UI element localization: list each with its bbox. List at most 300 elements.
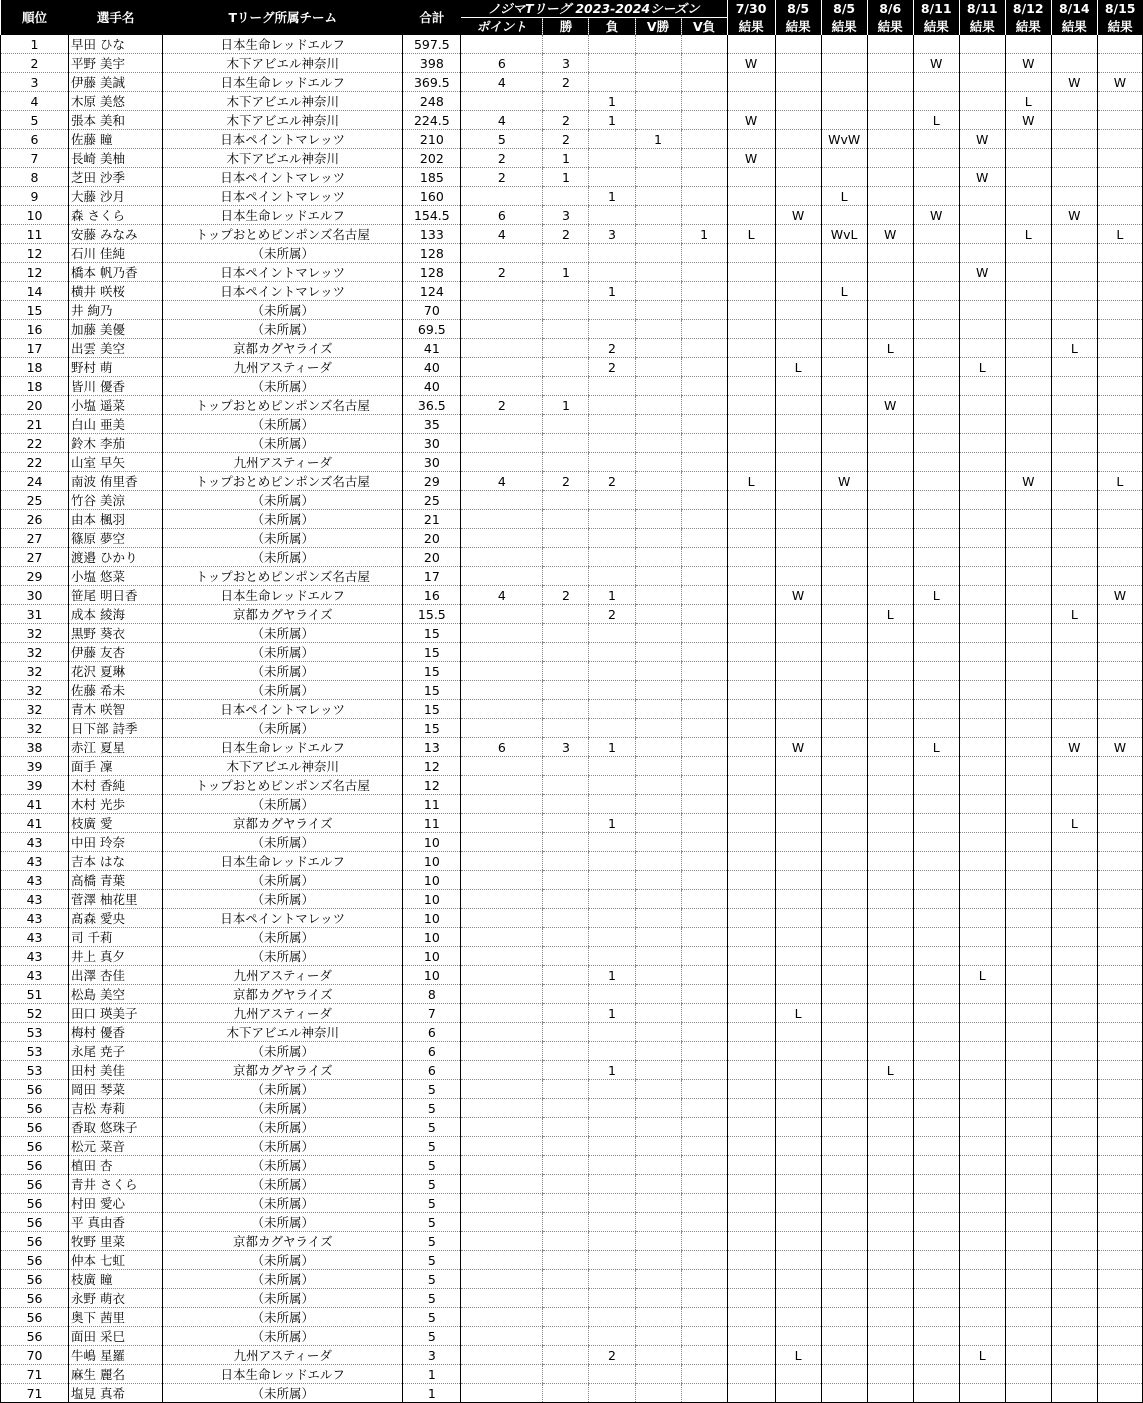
cell-v-losses xyxy=(681,301,727,320)
cell-total: 5 xyxy=(403,1137,461,1156)
cell-rank: 43 xyxy=(1,852,69,871)
cell-result xyxy=(775,54,821,73)
cell-v-wins xyxy=(635,966,681,985)
cell-result xyxy=(913,548,959,567)
cell-player-name: 大藤 沙月 xyxy=(69,187,163,206)
cell-result xyxy=(727,624,775,643)
table-row xyxy=(1,1137,1143,1156)
cell-result xyxy=(1097,1384,1142,1403)
cell-result xyxy=(913,681,959,700)
cell-result: L xyxy=(775,1346,821,1365)
cell-v-wins xyxy=(635,1004,681,1023)
cell-total: 369.5 xyxy=(403,73,461,92)
cell-team: （未所属） xyxy=(163,1137,403,1156)
cell-wins xyxy=(543,757,589,776)
cell-result xyxy=(1051,434,1097,453)
cell-result xyxy=(775,1270,821,1289)
cell-v-losses xyxy=(681,1042,727,1061)
cell-result xyxy=(867,548,913,567)
cell-team: （未所属） xyxy=(163,871,403,890)
cell-result xyxy=(775,776,821,795)
cell-result: L xyxy=(913,586,959,605)
cell-result xyxy=(1005,168,1051,187)
cell-losses xyxy=(589,1080,635,1099)
cell-losses xyxy=(589,1175,635,1194)
cell-result xyxy=(867,1384,913,1403)
cell-result xyxy=(727,301,775,320)
cell-losses xyxy=(589,1194,635,1213)
cell-rank: 24 xyxy=(1,472,69,491)
cell-result xyxy=(1051,244,1097,263)
cell-v-losses xyxy=(681,643,727,662)
cell-result xyxy=(959,377,1005,396)
cell-result xyxy=(1051,643,1097,662)
cell-player-name: 村田 愛心 xyxy=(69,1194,163,1213)
cell-result xyxy=(1005,1042,1051,1061)
cell-v-wins xyxy=(635,605,681,624)
cell-result xyxy=(913,1156,959,1175)
cell-result xyxy=(775,871,821,890)
cell-result xyxy=(821,1004,867,1023)
cell-result xyxy=(867,1213,913,1232)
cell-total: 5 xyxy=(403,1156,461,1175)
cell-v-wins xyxy=(635,339,681,358)
cell-result xyxy=(1005,1156,1051,1175)
cell-result xyxy=(775,1251,821,1270)
cell-result xyxy=(867,111,913,130)
cell-result xyxy=(867,738,913,757)
cell-wins xyxy=(543,662,589,681)
cell-result xyxy=(1051,1194,1097,1213)
cell-result xyxy=(1051,719,1097,738)
cell-player-name: 枝廣 瞳 xyxy=(69,1270,163,1289)
cell-player-name: 長崎 美柚 xyxy=(69,149,163,168)
cell-result xyxy=(727,947,775,966)
cell-points xyxy=(461,1346,543,1365)
cell-v-wins xyxy=(635,700,681,719)
cell-result xyxy=(821,1232,867,1251)
cell-losses xyxy=(589,1327,635,1346)
cell-losses xyxy=(589,206,635,225)
cell-player-name: 小塩 遥菜 xyxy=(69,396,163,415)
cell-result xyxy=(1005,263,1051,282)
cell-result xyxy=(959,700,1005,719)
cell-rank: 70 xyxy=(1,1346,69,1365)
cell-result xyxy=(821,491,867,510)
cell-v-wins xyxy=(635,92,681,111)
cell-rank: 6 xyxy=(1,130,69,149)
cell-result xyxy=(913,529,959,548)
cell-result xyxy=(1005,529,1051,548)
cell-losses xyxy=(589,1289,635,1308)
cell-losses: 1 xyxy=(589,738,635,757)
cell-result xyxy=(1051,700,1097,719)
cell-result xyxy=(775,1042,821,1061)
cell-team: 京都カグヤライズ xyxy=(163,605,403,624)
cell-result: W xyxy=(1051,206,1097,225)
cell-v-losses xyxy=(681,1251,727,1270)
cell-result xyxy=(727,719,775,738)
cell-result xyxy=(1051,795,1097,814)
cell-v-wins xyxy=(635,225,681,244)
cell-points xyxy=(461,1099,543,1118)
cell-losses xyxy=(589,320,635,339)
cell-result xyxy=(1097,662,1142,681)
cell-total: 10 xyxy=(403,966,461,985)
cell-result xyxy=(867,282,913,301)
cell-result xyxy=(821,1346,867,1365)
cell-points xyxy=(461,358,543,377)
cell-team: 日本ペイントマレッツ xyxy=(163,909,403,928)
cell-result xyxy=(727,1365,775,1384)
cell-wins xyxy=(543,339,589,358)
cell-v-wins xyxy=(635,833,681,852)
cell-result xyxy=(775,434,821,453)
cell-v-wins xyxy=(635,1175,681,1194)
cell-wins: 2 xyxy=(543,586,589,605)
cell-result xyxy=(913,358,959,377)
cell-result xyxy=(1005,833,1051,852)
cell-result: L xyxy=(1097,472,1142,491)
table-row xyxy=(1,168,1143,187)
cell-v-losses xyxy=(681,700,727,719)
cell-player-name: 張本 美和 xyxy=(69,111,163,130)
cell-player-name: 出雲 美空 xyxy=(69,339,163,358)
cell-result xyxy=(775,1289,821,1308)
cell-points xyxy=(461,605,543,624)
cell-result xyxy=(1097,130,1142,149)
cell-total: 202 xyxy=(403,149,461,168)
cell-result xyxy=(1051,187,1097,206)
cell-v-wins xyxy=(635,662,681,681)
cell-result xyxy=(1097,453,1142,472)
cell-points xyxy=(461,92,543,111)
cell-v-wins xyxy=(635,852,681,871)
cell-losses xyxy=(589,1042,635,1061)
cell-result xyxy=(1051,890,1097,909)
cell-points: 6 xyxy=(461,738,543,757)
cell-v-wins xyxy=(635,187,681,206)
cell-result xyxy=(913,985,959,1004)
cell-total: 10 xyxy=(403,890,461,909)
cell-result xyxy=(775,320,821,339)
cell-result xyxy=(959,814,1005,833)
cell-wins xyxy=(543,928,589,947)
cell-result xyxy=(867,1365,913,1384)
cell-rank: 27 xyxy=(1,548,69,567)
cell-result xyxy=(727,1023,775,1042)
cell-result xyxy=(959,605,1005,624)
cell-player-name: 由本 楓羽 xyxy=(69,510,163,529)
cell-result xyxy=(727,92,775,111)
cell-player-name: 白山 亜美 xyxy=(69,415,163,434)
cell-points xyxy=(461,434,543,453)
cell-result xyxy=(1097,187,1142,206)
cell-points xyxy=(461,529,543,548)
cell-player-name: 青井 さくら xyxy=(69,1175,163,1194)
cell-v-wins xyxy=(635,1194,681,1213)
cell-wins xyxy=(543,1118,589,1137)
cell-result xyxy=(1005,282,1051,301)
cell-result xyxy=(959,111,1005,130)
cell-wins xyxy=(543,624,589,643)
cell-result xyxy=(1097,681,1142,700)
cell-result xyxy=(959,1251,1005,1270)
cell-points xyxy=(461,871,543,890)
cell-rank: 32 xyxy=(1,700,69,719)
cell-result xyxy=(1051,396,1097,415)
cell-points xyxy=(461,1175,543,1194)
cell-result xyxy=(867,624,913,643)
cell-v-losses xyxy=(681,624,727,643)
cell-points xyxy=(461,947,543,966)
cell-rank: 71 xyxy=(1,1384,69,1403)
cell-result xyxy=(959,35,1005,54)
cell-result xyxy=(775,35,821,54)
cell-v-losses xyxy=(681,73,727,92)
cell-losses xyxy=(589,453,635,472)
cell-wins xyxy=(543,1042,589,1061)
cell-result xyxy=(821,453,867,472)
cell-result: L xyxy=(959,358,1005,377)
header-v-win: V勝 xyxy=(635,18,681,36)
cell-result xyxy=(1097,1270,1142,1289)
cell-result xyxy=(775,1118,821,1137)
cell-result xyxy=(1005,567,1051,586)
cell-v-losses xyxy=(681,966,727,985)
cell-v-wins xyxy=(635,1061,681,1080)
cell-team: （未所属） xyxy=(163,320,403,339)
cell-v-wins xyxy=(635,1346,681,1365)
cell-result xyxy=(727,548,775,567)
cell-result xyxy=(775,700,821,719)
cell-player-name: 梅村 優香 xyxy=(69,1023,163,1042)
header-season-title: ノジマTリーグ 2023-2024シーズン xyxy=(461,0,727,18)
table-row xyxy=(1,396,1143,415)
cell-total: 154.5 xyxy=(403,206,461,225)
cell-result xyxy=(727,643,775,662)
cell-result xyxy=(821,1289,867,1308)
cell-team: 京都カグヤライズ xyxy=(163,1061,403,1080)
cell-result xyxy=(727,1251,775,1270)
cell-v-wins xyxy=(635,985,681,1004)
cell-result xyxy=(867,1270,913,1289)
table-row xyxy=(1,453,1143,472)
cell-result xyxy=(775,567,821,586)
cell-wins xyxy=(543,320,589,339)
cell-player-name: 石川 佳純 xyxy=(69,244,163,263)
cell-result xyxy=(1051,130,1097,149)
cell-v-losses xyxy=(681,814,727,833)
cell-v-wins xyxy=(635,510,681,529)
cell-result xyxy=(1051,510,1097,529)
cell-wins: 3 xyxy=(543,738,589,757)
cell-result xyxy=(1051,1099,1097,1118)
cell-losses: 1 xyxy=(589,111,635,130)
cell-result xyxy=(1005,1251,1051,1270)
cell-result xyxy=(1097,643,1142,662)
cell-total: 5 xyxy=(403,1175,461,1194)
cell-result xyxy=(913,1137,959,1156)
cell-result xyxy=(867,586,913,605)
cell-result xyxy=(913,700,959,719)
cell-total: 160 xyxy=(403,187,461,206)
cell-result xyxy=(1097,1327,1142,1346)
cell-points: 4 xyxy=(461,73,543,92)
cell-rank: 56 xyxy=(1,1137,69,1156)
cell-result xyxy=(867,814,913,833)
cell-result xyxy=(1051,529,1097,548)
cell-result xyxy=(959,206,1005,225)
header-total: 合計 xyxy=(403,0,461,35)
cell-player-name: 皆川 優香 xyxy=(69,377,163,396)
cell-v-losses xyxy=(681,54,727,73)
cell-result xyxy=(821,586,867,605)
cell-result xyxy=(1051,472,1097,491)
cell-losses xyxy=(589,567,635,586)
cell-result xyxy=(913,928,959,947)
cell-v-losses xyxy=(681,833,727,852)
cell-v-losses xyxy=(681,1384,727,1403)
cell-total: 10 xyxy=(403,909,461,928)
cell-result xyxy=(775,453,821,472)
cell-result xyxy=(727,928,775,947)
cell-player-name: 田口 瑛美子 xyxy=(69,1004,163,1023)
cell-result xyxy=(959,852,1005,871)
cell-result xyxy=(959,624,1005,643)
cell-losses xyxy=(589,1308,635,1327)
cell-total: 15 xyxy=(403,681,461,700)
cell-result xyxy=(959,1080,1005,1099)
cell-player-name: 田村 美佳 xyxy=(69,1061,163,1080)
cell-result xyxy=(775,263,821,282)
cell-total: 8 xyxy=(403,985,461,1004)
cell-rank: 56 xyxy=(1,1194,69,1213)
cell-rank: 8 xyxy=(1,168,69,187)
cell-wins xyxy=(543,434,589,453)
cell-total: 128 xyxy=(403,244,461,263)
cell-result xyxy=(1051,1004,1097,1023)
cell-result xyxy=(1051,1061,1097,1080)
cell-wins xyxy=(543,282,589,301)
cell-total: 124 xyxy=(403,282,461,301)
cell-result xyxy=(1005,187,1051,206)
cell-result xyxy=(1005,1004,1051,1023)
cell-v-losses xyxy=(681,1232,727,1251)
cell-total: 70 xyxy=(403,301,461,320)
cell-result xyxy=(959,1232,1005,1251)
cell-result xyxy=(1097,1042,1142,1061)
cell-result xyxy=(867,472,913,491)
cell-losses xyxy=(589,833,635,852)
cell-result xyxy=(1051,985,1097,1004)
cell-result xyxy=(1051,168,1097,187)
cell-v-losses xyxy=(681,738,727,757)
cell-v-losses xyxy=(681,928,727,947)
cell-losses xyxy=(589,871,635,890)
cell-player-name: 岡田 琴菜 xyxy=(69,1080,163,1099)
cell-result xyxy=(959,776,1005,795)
cell-result xyxy=(867,928,913,947)
cell-total: 210 xyxy=(403,130,461,149)
cell-wins xyxy=(543,548,589,567)
cell-result xyxy=(821,719,867,738)
cell-result xyxy=(913,795,959,814)
cell-result xyxy=(821,757,867,776)
cell-wins xyxy=(543,643,589,662)
cell-result xyxy=(727,1061,775,1080)
cell-result xyxy=(913,491,959,510)
cell-losses xyxy=(589,662,635,681)
cell-result xyxy=(1097,111,1142,130)
cell-losses xyxy=(589,776,635,795)
table-row xyxy=(1,73,1143,92)
table-row xyxy=(1,54,1143,73)
cell-result xyxy=(867,35,913,54)
cell-v-wins xyxy=(635,548,681,567)
cell-v-losses xyxy=(681,757,727,776)
cell-total: 10 xyxy=(403,947,461,966)
table-row xyxy=(1,624,1143,643)
table-row xyxy=(1,1175,1143,1194)
cell-team: トップおとめピンポンズ名古屋 xyxy=(163,567,403,586)
cell-result xyxy=(867,92,913,111)
cell-result xyxy=(727,738,775,757)
cell-result xyxy=(959,54,1005,73)
cell-v-losses xyxy=(681,434,727,453)
cell-rank: 17 xyxy=(1,339,69,358)
cell-team: 九州アスティーダ xyxy=(163,1004,403,1023)
cell-points xyxy=(461,1365,543,1384)
cell-points xyxy=(461,1251,543,1270)
cell-result xyxy=(959,1365,1005,1384)
table-row xyxy=(1,1080,1143,1099)
cell-result xyxy=(727,985,775,1004)
cell-result xyxy=(727,833,775,852)
cell-rank: 43 xyxy=(1,909,69,928)
cell-rank: 22 xyxy=(1,434,69,453)
cell-result xyxy=(1097,529,1142,548)
cell-team: 日本生命レッドエルフ xyxy=(163,738,403,757)
cell-wins xyxy=(543,1327,589,1346)
cell-result xyxy=(821,548,867,567)
cell-result xyxy=(1051,1308,1097,1327)
cell-result xyxy=(821,1384,867,1403)
cell-result xyxy=(867,909,913,928)
cell-v-losses xyxy=(681,567,727,586)
table-row xyxy=(1,890,1143,909)
cell-player-name: 奥下 茜里 xyxy=(69,1308,163,1327)
cell-result xyxy=(1051,1156,1097,1175)
cell-result xyxy=(1097,852,1142,871)
cell-v-wins xyxy=(635,947,681,966)
cell-player-name: 安藤 みなみ xyxy=(69,225,163,244)
cell-v-wins: 1 xyxy=(635,130,681,149)
header-date: 8/14 xyxy=(1051,0,1097,18)
cell-v-losses xyxy=(681,1156,727,1175)
cell-player-name: 枝廣 愛 xyxy=(69,814,163,833)
cell-result xyxy=(775,377,821,396)
cell-result xyxy=(1097,434,1142,453)
cell-result xyxy=(1051,1042,1097,1061)
cell-v-losses xyxy=(681,1289,727,1308)
cell-result xyxy=(959,738,1005,757)
cell-rank: 30 xyxy=(1,586,69,605)
cell-result xyxy=(1051,1213,1097,1232)
cell-losses: 1 xyxy=(589,586,635,605)
header-date: 8/12 xyxy=(1005,0,1051,18)
cell-result xyxy=(821,92,867,111)
